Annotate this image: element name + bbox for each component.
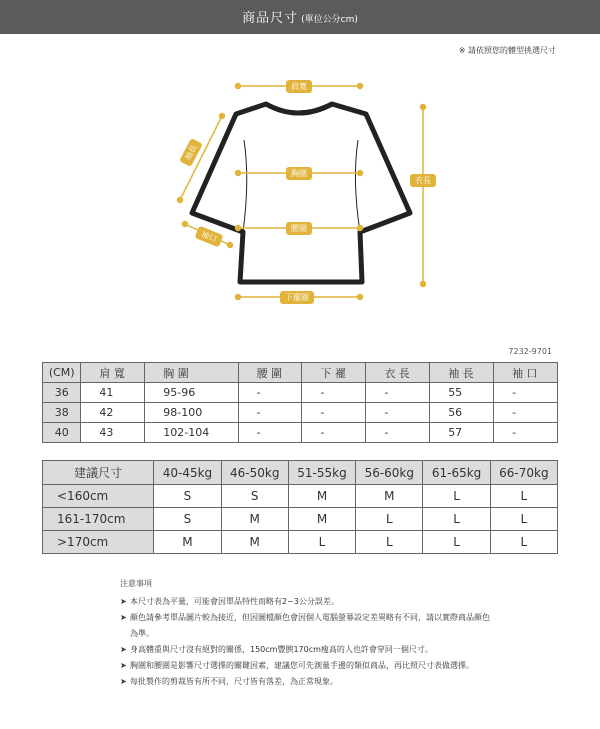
rec-cell: L [356,531,423,554]
rec-cell: S [221,485,288,508]
rec-cell: >170cm [43,531,154,554]
size-cell: - [238,423,302,443]
table-row [43,485,558,508]
product-code: 7232-9701 [508,347,552,356]
note-text: 每批製作的剪裁皆有所不同，尺寸皆有落差，為正常現象。 [130,677,338,686]
hem-label: 下擺圍 [280,291,314,304]
arrow-icon: ➤ [120,677,127,686]
size-table-header [43,363,558,383]
rec-cell: M [356,485,423,508]
size-cell: - [494,423,558,443]
rec-header-cell: 建議尺寸 [43,461,154,485]
size-cell: 55 [430,383,494,403]
page-title: 商品尺寸 [242,11,299,26]
size-cell: 40 [43,423,81,443]
rec-cell: L [490,531,557,554]
rec-cell: L [423,531,490,554]
size-header-cell: 袖 口 [494,363,558,383]
size-cell: 102-104 [145,423,238,443]
size-cell: 98-100 [145,403,238,423]
rec-cell: L [423,508,490,531]
size-cell: - [366,403,430,423]
size-header-cell: (CM) [43,363,81,383]
arrow-icon: ➤ [120,661,127,670]
size-table [42,362,558,443]
table-row [43,531,558,554]
note-text: 顏色請參考單品圖片較為接近，但因圖檔顏色會因個人電腦螢幕設定差異略有不同，請以實際商品顏色為準。 [130,613,490,638]
page-header [0,0,600,34]
size-header-cell: 下 襬 [302,363,366,383]
size-cell: 95-96 [145,383,238,403]
rec-cell: S [154,508,221,531]
size-header-cell: 肩 寬 [81,363,145,383]
list-item [120,610,490,642]
note-text: 胸圍和腰圍是影響尺寸選擇的關鍵因素，建議您可先測量手邊的類似商品，再比照尺寸表做選擇。 [130,661,474,670]
note-text: 身高體重與尺寸沒有絕對的關係，150cm豐腴170cm瘦高的人也許會穿同一個尺寸。 [130,645,433,654]
table-row [43,423,558,443]
size-cell: - [302,403,366,423]
table-row [43,383,558,403]
rec-cell: M [221,531,288,554]
list-item [120,674,490,690]
length-label: 衣長 [410,174,436,187]
garment-diagram [0,60,600,320]
size-header-cell: 胸 圍 [145,363,238,383]
arrow-icon: ➤ [120,645,127,654]
chest-label: 胸圍 [286,167,312,180]
notes-section [120,576,490,690]
rec-cell: <160cm [43,485,154,508]
rec-cell: M [288,508,355,531]
rec-cell: 161-170cm [43,508,154,531]
waist-label: 腰圍 [286,222,312,235]
size-cell: - [238,383,302,403]
cuff-label: 袖口 [195,226,224,248]
size-cell: 38 [43,403,81,423]
size-selection-note: ※ 請依照您的體型挑選尺寸 [458,46,556,55]
size-header-cell: 衣 長 [366,363,430,383]
rec-header-cell: 56-60kg [356,461,423,485]
rec-cell: S [154,485,221,508]
arrow-icon: ➤ [120,613,127,622]
arrow-icon: ➤ [120,597,127,606]
size-cell: 36 [43,383,81,403]
recommendation-table-header [43,461,558,485]
rec-header-cell: 46-50kg [221,461,288,485]
size-cell: - [238,403,302,423]
table-row [43,508,558,531]
size-cell: 43 [81,423,145,443]
rec-cell: L [356,508,423,531]
table-row [43,403,558,423]
rec-header-cell: 61-65kg [423,461,490,485]
list-item [120,642,490,658]
sleeve-label: 袖長 [179,138,203,167]
rec-cell: L [490,508,557,531]
rec-header-cell: 40-45kg [154,461,221,485]
shoulder-label: 肩寬 [286,80,312,93]
size-cell: - [494,383,558,403]
tshirt-outline-icon [0,60,600,320]
size-header-cell: 袖 長 [430,363,494,383]
list-item [120,658,490,674]
rec-cell: M [154,531,221,554]
rec-cell: L [423,485,490,508]
page-subtitle: (單位公分cm) [301,15,358,25]
size-cell: - [302,383,366,403]
size-cell: 56 [430,403,494,423]
size-cell: 57 [430,423,494,443]
rec-cell: M [221,508,288,531]
rec-header-cell: 66-70kg [490,461,557,485]
notes-title: 注意事項 [120,579,152,588]
list-item [120,594,490,610]
size-header-cell: 腰 圍 [238,363,302,383]
note-text: 本尺寸表為平量，可能會因單品特性而略有2~3公分誤差。 [130,597,339,606]
size-cell: - [494,403,558,423]
rec-header-cell: 51-55kg [288,461,355,485]
size-cell: - [302,423,366,443]
recommendation-table [42,460,558,554]
size-cell: 42 [81,403,145,423]
rec-cell: M [288,485,355,508]
size-cell: - [366,383,430,403]
size-cell: 41 [81,383,145,403]
rec-cell: L [490,485,557,508]
rec-cell: L [288,531,355,554]
size-cell: - [366,423,430,443]
